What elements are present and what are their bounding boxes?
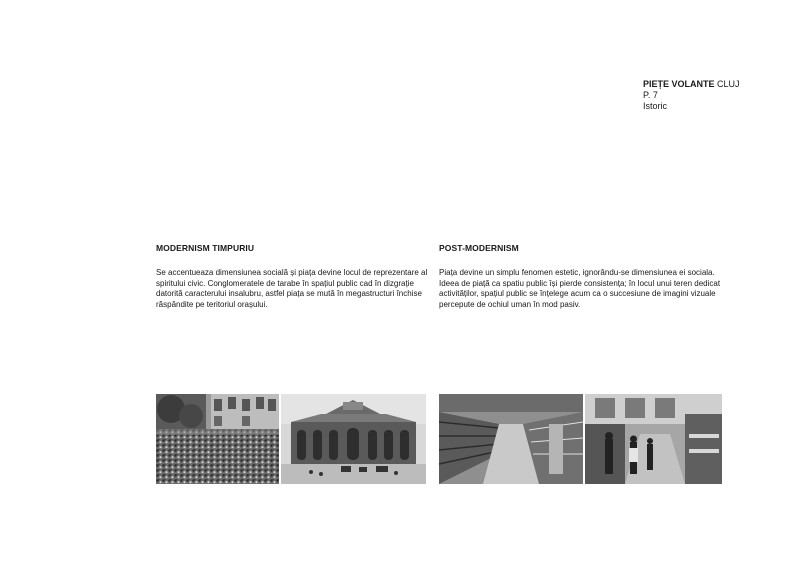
column-post-modernism — [439, 243, 724, 310]
column-text: Piața devine un simplu fenomen estetic, ignorându-se dimensiunea ei sociala. Ideea de piață ca spatiu public își pierde consistența; în locul unui teren dedicat activităților, spațiul public se înțelege acum ca o succesiune de imagini vizuale percepute de ochiul uman în mod pasiv. — [439, 268, 721, 309]
column-text: Se accentueaza dimensiunea socială și piața devine locul de reprezentare al spiritului civic. Conglomeratele de tarabe în spațiul public cad în dizgrație datorită caracterului insalubru, astfel piața se mută în megastructuri închise răspândite pe teritoriul orașului. — [156, 268, 428, 309]
photo-street-market — [156, 394, 279, 484]
column-heading: POST-MODERNISM — [439, 243, 519, 253]
page-header — [643, 79, 740, 112]
section-name: Istoric — [643, 101, 668, 111]
project-title-bold: PIEȚE VOLANTE — [643, 79, 715, 89]
photo-market-hall-engraving — [281, 394, 426, 484]
column-heading: MODERNISM TIMPURIU — [156, 243, 255, 253]
photo-market-shoppers — [585, 394, 722, 484]
project-title-city: CLUJ — [714, 79, 740, 89]
project-title — [643, 79, 740, 90]
column-early-modernism — [156, 243, 428, 310]
page-number: P. 7 — [643, 90, 658, 100]
photo-supermarket-aisles — [439, 394, 583, 484]
